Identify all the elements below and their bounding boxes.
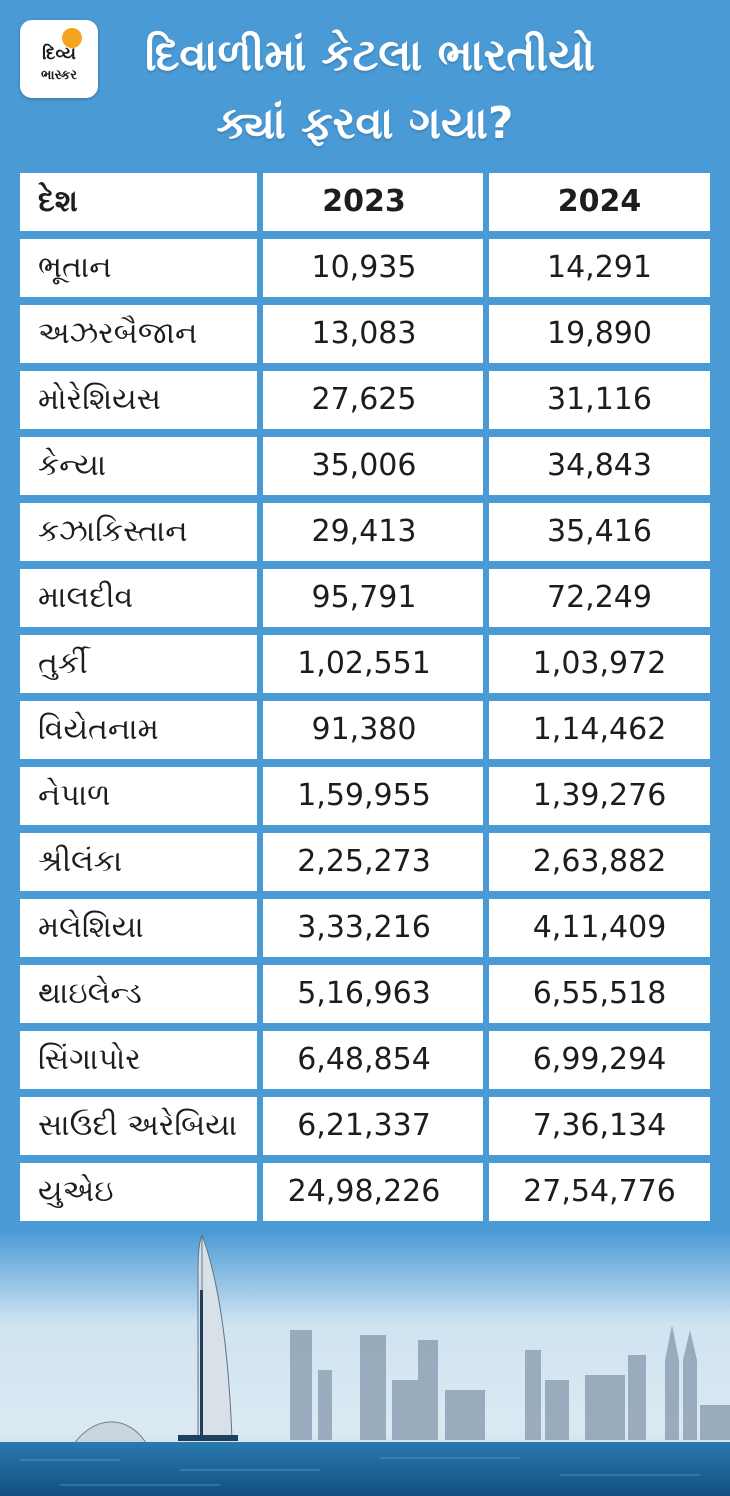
value-2024-cell: 14,291: [489, 239, 710, 297]
value-2023-cell: 91,380: [263, 701, 483, 759]
logo-line-1: દિવ્ય: [42, 44, 76, 64]
table-row: [20, 1097, 710, 1155]
value-2023-cell: 24,98,226: [263, 1163, 483, 1221]
value-2024-cell: 2,63,882: [489, 833, 710, 891]
value-2023-cell: 10,935: [263, 239, 483, 297]
table-row: [20, 371, 710, 429]
table-row: [20, 569, 710, 627]
country-cell: મલેશિયા: [20, 899, 257, 957]
header-2024: 2024: [489, 173, 710, 231]
value-2023-cell: 13,083: [263, 305, 483, 363]
page-title-line-2: ક્યાં ફરવા ગયા?: [216, 98, 514, 149]
value-2024-cell: 35,416: [489, 503, 710, 561]
value-2024-cell: 27,54,776: [489, 1163, 710, 1221]
table-row: [20, 1163, 710, 1221]
country-cell: કઝાકિસ્તાન: [20, 503, 257, 561]
country-cell: વિયેતનામ: [20, 701, 257, 759]
value-2023-cell: 1,02,551: [263, 635, 483, 693]
country-cell: ભૂતાન: [20, 239, 257, 297]
table-row: [20, 305, 710, 363]
value-2024-cell: 1,39,276: [489, 767, 710, 825]
table-row: [20, 437, 710, 495]
table-row: [20, 965, 710, 1023]
table-row: [20, 899, 710, 957]
table-header-row: [20, 173, 710, 231]
table-row: [20, 239, 710, 297]
value-2024-cell: 4,11,409: [489, 899, 710, 957]
value-2023-cell: 1,59,955: [263, 767, 483, 825]
value-2023-cell: 6,21,337: [263, 1097, 483, 1155]
table-row: [20, 1031, 710, 1089]
logo-line-2: ભાસ્કર: [41, 68, 77, 83]
page-title-line-1: દિવાળીમાં કેટલા ભારતીયો: [144, 30, 596, 81]
value-2023-cell: 27,625: [263, 371, 483, 429]
value-2023-cell: 95,791: [263, 569, 483, 627]
header-country: દેશ: [20, 173, 257, 231]
dubai-skyline-image: [0, 1230, 730, 1496]
value-2023-cell: 5,16,963: [263, 965, 483, 1023]
brand-logo: [20, 20, 98, 98]
value-2023-cell: 35,006: [263, 437, 483, 495]
value-2024-cell: 7,36,134: [489, 1097, 710, 1155]
table-row: [20, 767, 710, 825]
value-2024-cell: 1,03,972: [489, 635, 710, 693]
country-cell: થાઇલેન્ડ: [20, 965, 257, 1023]
country-cell: યુએઇ: [20, 1163, 257, 1221]
value-2023-cell: 29,413: [263, 503, 483, 561]
value-2024-cell: 1,14,462: [489, 701, 710, 759]
value-2024-cell: 34,843: [489, 437, 710, 495]
country-cell: સિંગાપોર: [20, 1031, 257, 1089]
value-2023-cell: 6,48,854: [263, 1031, 483, 1089]
country-cell: માલદીવ: [20, 569, 257, 627]
country-cell: તુર્કી: [20, 635, 257, 693]
table-row: [20, 833, 710, 891]
table-row: [20, 503, 710, 561]
value-2024-cell: 6,55,518: [489, 965, 710, 1023]
value-2023-cell: 3,33,216: [263, 899, 483, 957]
country-cell: શ્રીલંકા: [20, 833, 257, 891]
value-2024-cell: 72,249: [489, 569, 710, 627]
value-2024-cell: 19,890: [489, 305, 710, 363]
country-cell: સાઉદી અરેબિયા: [20, 1097, 257, 1155]
travel-table: [20, 173, 710, 1229]
value-2024-cell: 6,99,294: [489, 1031, 710, 1089]
country-cell: અઝરબૈજાન: [20, 305, 257, 363]
header-2023: 2023: [263, 173, 483, 231]
table-row: [20, 701, 710, 759]
value-2024-cell: 31,116: [489, 371, 710, 429]
table-row: [20, 635, 710, 693]
value-2023-cell: 2,25,273: [263, 833, 483, 891]
country-cell: મોરેશિયસ: [20, 371, 257, 429]
country-cell: કેન્યા: [20, 437, 257, 495]
country-cell: નેપાળ: [20, 767, 257, 825]
